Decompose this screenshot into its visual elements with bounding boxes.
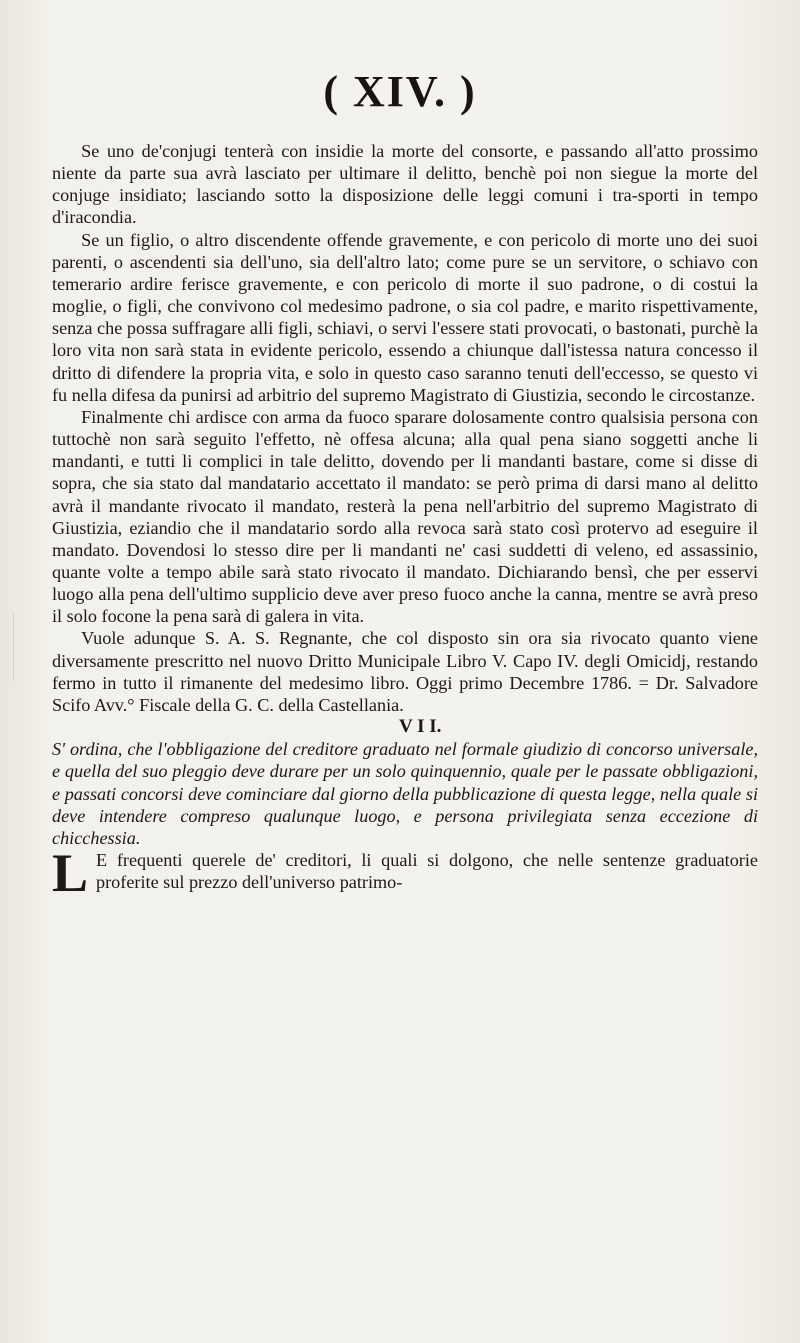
section-number: V I I. — [398, 716, 442, 738]
paragraph-1: Se uno de'conjugi tenterà con insidie la morte del consorte, e passando all'atto prossimo niente da parte sua avrà lasciato per ultimare il delitto, benchè poi non siegue la morte del conjuge insidiato; lasciando sotto la disposizione delle leggi comuni i tra-sporti in tempo d'iracondia. — [52, 141, 758, 228]
paragraph-5-text: E frequenti querele de' creditori, li quali si dolgono, che nelle sentenze graduatorie proferite sul prezzo dell'universo patrimo- — [96, 850, 758, 893]
paragraph-3: Finalmente chi ardisce con arma da fuoco sparare dolosamente contro qualsisia persona con tuttochè non sarà seguito l'effetto, nè offesa alcuna; alla qual pena siano soggetti anche li mandanti, e tutti li complici in tale delitto, dovendo per li mandanti bastare, come si disse di sopra, che sia stato dal mandatario accettato il mandato: se però prima di darsi mano al delitto avrà il mandante rivocato il mandato, resterà la pena nell'arbitrio del supremo Magistrato di Giustizia, eziandio che il mandatario sordo alla revoca sarà stato così protervo ad eseguire il mandato. Dovendosi lo stesso dire per li mandanti ne' casi suddetti di veleno, ed assassinio, quante volte a tempo abile sarà stato rivocato il mandato. Dichiarando bensì, che per esservi luogo alla pena dell'ultimo supplicio deve aver preso fuoco anche la canna, mentre se avrà preso il solo focone la pena sarà di galera in vita. — [52, 406, 758, 627]
body-text — [52, 140, 758, 903]
section-heading: S' ordina, che l'obbligazione del creditore graduato nel formale giudizio di concorso universale, e quella del suo pleggio deve durare per un solo quinquennio, quale per le passate obbligazioni, e passati concorsi deve cominciare dal giorno della pubblicazione di questa legge, nella quale si deve intendere compreso qualunque luogo, e persona privilegiata senza eccezione di chicchessia. — [52, 739, 758, 848]
paragraph-2: Se un figlio, o altro discendente offende gravemente, e con pericolo di morte uno dei suoi parenti, o ascendenti sia dell'uno, sia dell'altro lato; come pure se un servitore, o schiavo con temerario ardire ferisce gravemente, e con pericolo di morte il suo padrone, o di costui la moglie, o figli, che convivono col medesimo padrone, o sia col padre, e marito rispettivamente, senza che possa suffragare alli figli, schiavi, o servi l'essere stati provocati, o bastonati, purchè la loro vita non sarà stata in evidente pericolo, essendo a chiunque dall'istessa natura concesso il dritto di difendere la propria vita, e solo in questo caso saranno tenuti dell'eccesso, se questo vi fu nella difesa da punirsi ad arbitrio del supremo Magistrato di Giustizia, secondo le circostanze. — [52, 229, 758, 405]
margin-mark — [13, 612, 22, 682]
section-heading-block — [52, 738, 758, 849]
paragraph-4: Vuole adunque S. A. S. Regnante, che col disposto sin ora sia rivocato quanto viene diversamente prescritto nel nuovo Dritto Municipale Libro V. Capo IV. degli Omicidj, restando fermo in tutto il rimanente del medesimo libro. Oggi primo Decembre 1786. = Dr. Salvadore Scifo Avv.° Fiscale della G. C. della Castellania. — [52, 628, 758, 715]
page-number: ( XIV. ) — [323, 67, 477, 116]
paragraph-5 — [52, 843, 758, 903]
drop-cap: L — [52, 843, 89, 903]
